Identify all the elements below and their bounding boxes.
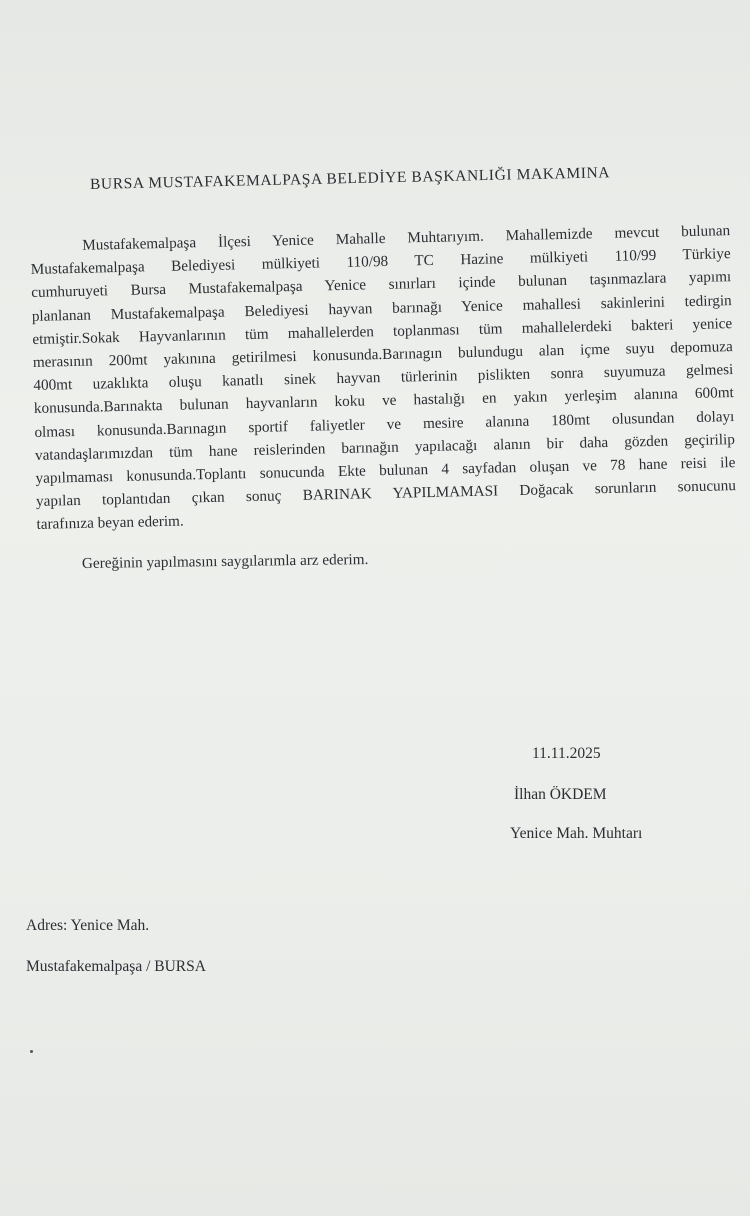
letter-body [30, 219, 737, 536]
signatory-title: Yenice Mah. Muhtarı [510, 825, 643, 842]
body-line: 400mt uzaklıkta oluşu kanatlı sinek hayvan türlerinin pislikten sonra suyumuza gelmesi [33, 361, 734, 395]
signatory-name: İlhan ÖKDEM [514, 786, 607, 803]
body-line: yapılmaması konusunda.Toplantı sonucunda Ekte bulunan 4 sayfadan oluşan ve 78 hane reisi ile [35, 453, 736, 487]
body-line: planlanan Mustafakemalpaşa Belediyesi hayvan barınağı Yenice mahallesi sakinlerini tedirgin [31, 291, 732, 325]
body-line: olması konusunda.Barınagın sportif faliyetler ve mesire alanına 180mt olusundan dolayı [34, 407, 735, 441]
body-line: Mustafakemalpaşa Belediyesi mülkiyeti 110/98 TC Hazine mülkiyeti 110/99 Türkiye [30, 245, 731, 279]
body-line: merasının 200mt yakınına getirilmesi konusunda.Barınagın bulundugu alan içme suyu depomuza [32, 338, 733, 371]
closing-sentence: Gereğinin yapılmasını saygılarımla arz ederim. [81, 551, 369, 572]
body-line: etmiştir.Sokak Hayvanlarının tüm mahallelerden toplanması tüm mahallelerdeki bakteri yenice [32, 314, 733, 348]
letter-title: BURSA MUSTAFAKEMALPAŞA BELEDİYE BAŞKANLIĞI MAKAMINA [89, 164, 611, 193]
stray-mark [30, 1050, 33, 1053]
body-line: Mustafakemalpaşa İlçesi Yenice Mahalle Muhtarıyım. Mahallemizde mevcut bulunan [82, 222, 731, 254]
body-line: cumhuruyeti Bursa Mustafakemalpaşa Yenice sınırları içinde bulunan taşınmazlara yapımı [31, 268, 732, 302]
body-line: tarafınıza beyan ederim. [36, 512, 184, 534]
letter-date: 11.11.2025 [532, 745, 601, 762]
body-line: vatandaşlarımızdan tüm hane reislerinden barınağın yapılacağı alanın bir daha gözden geçirilip [34, 430, 736, 464]
body-line: konusunda.Barınakta bulunan hayvanların koku ve hastalığı en yakın yerleşim alanına 600mt [33, 384, 734, 418]
address-city: Mustafakemalpaşa / BURSA [26, 958, 206, 975]
body-line: yapılan toplantıdan çıkan sonuç BARINAK YAPILMAMASI Doğacak sorunların sonucunu [35, 477, 737, 510]
address-line: Adres: Yenice Mah. [26, 917, 150, 934]
